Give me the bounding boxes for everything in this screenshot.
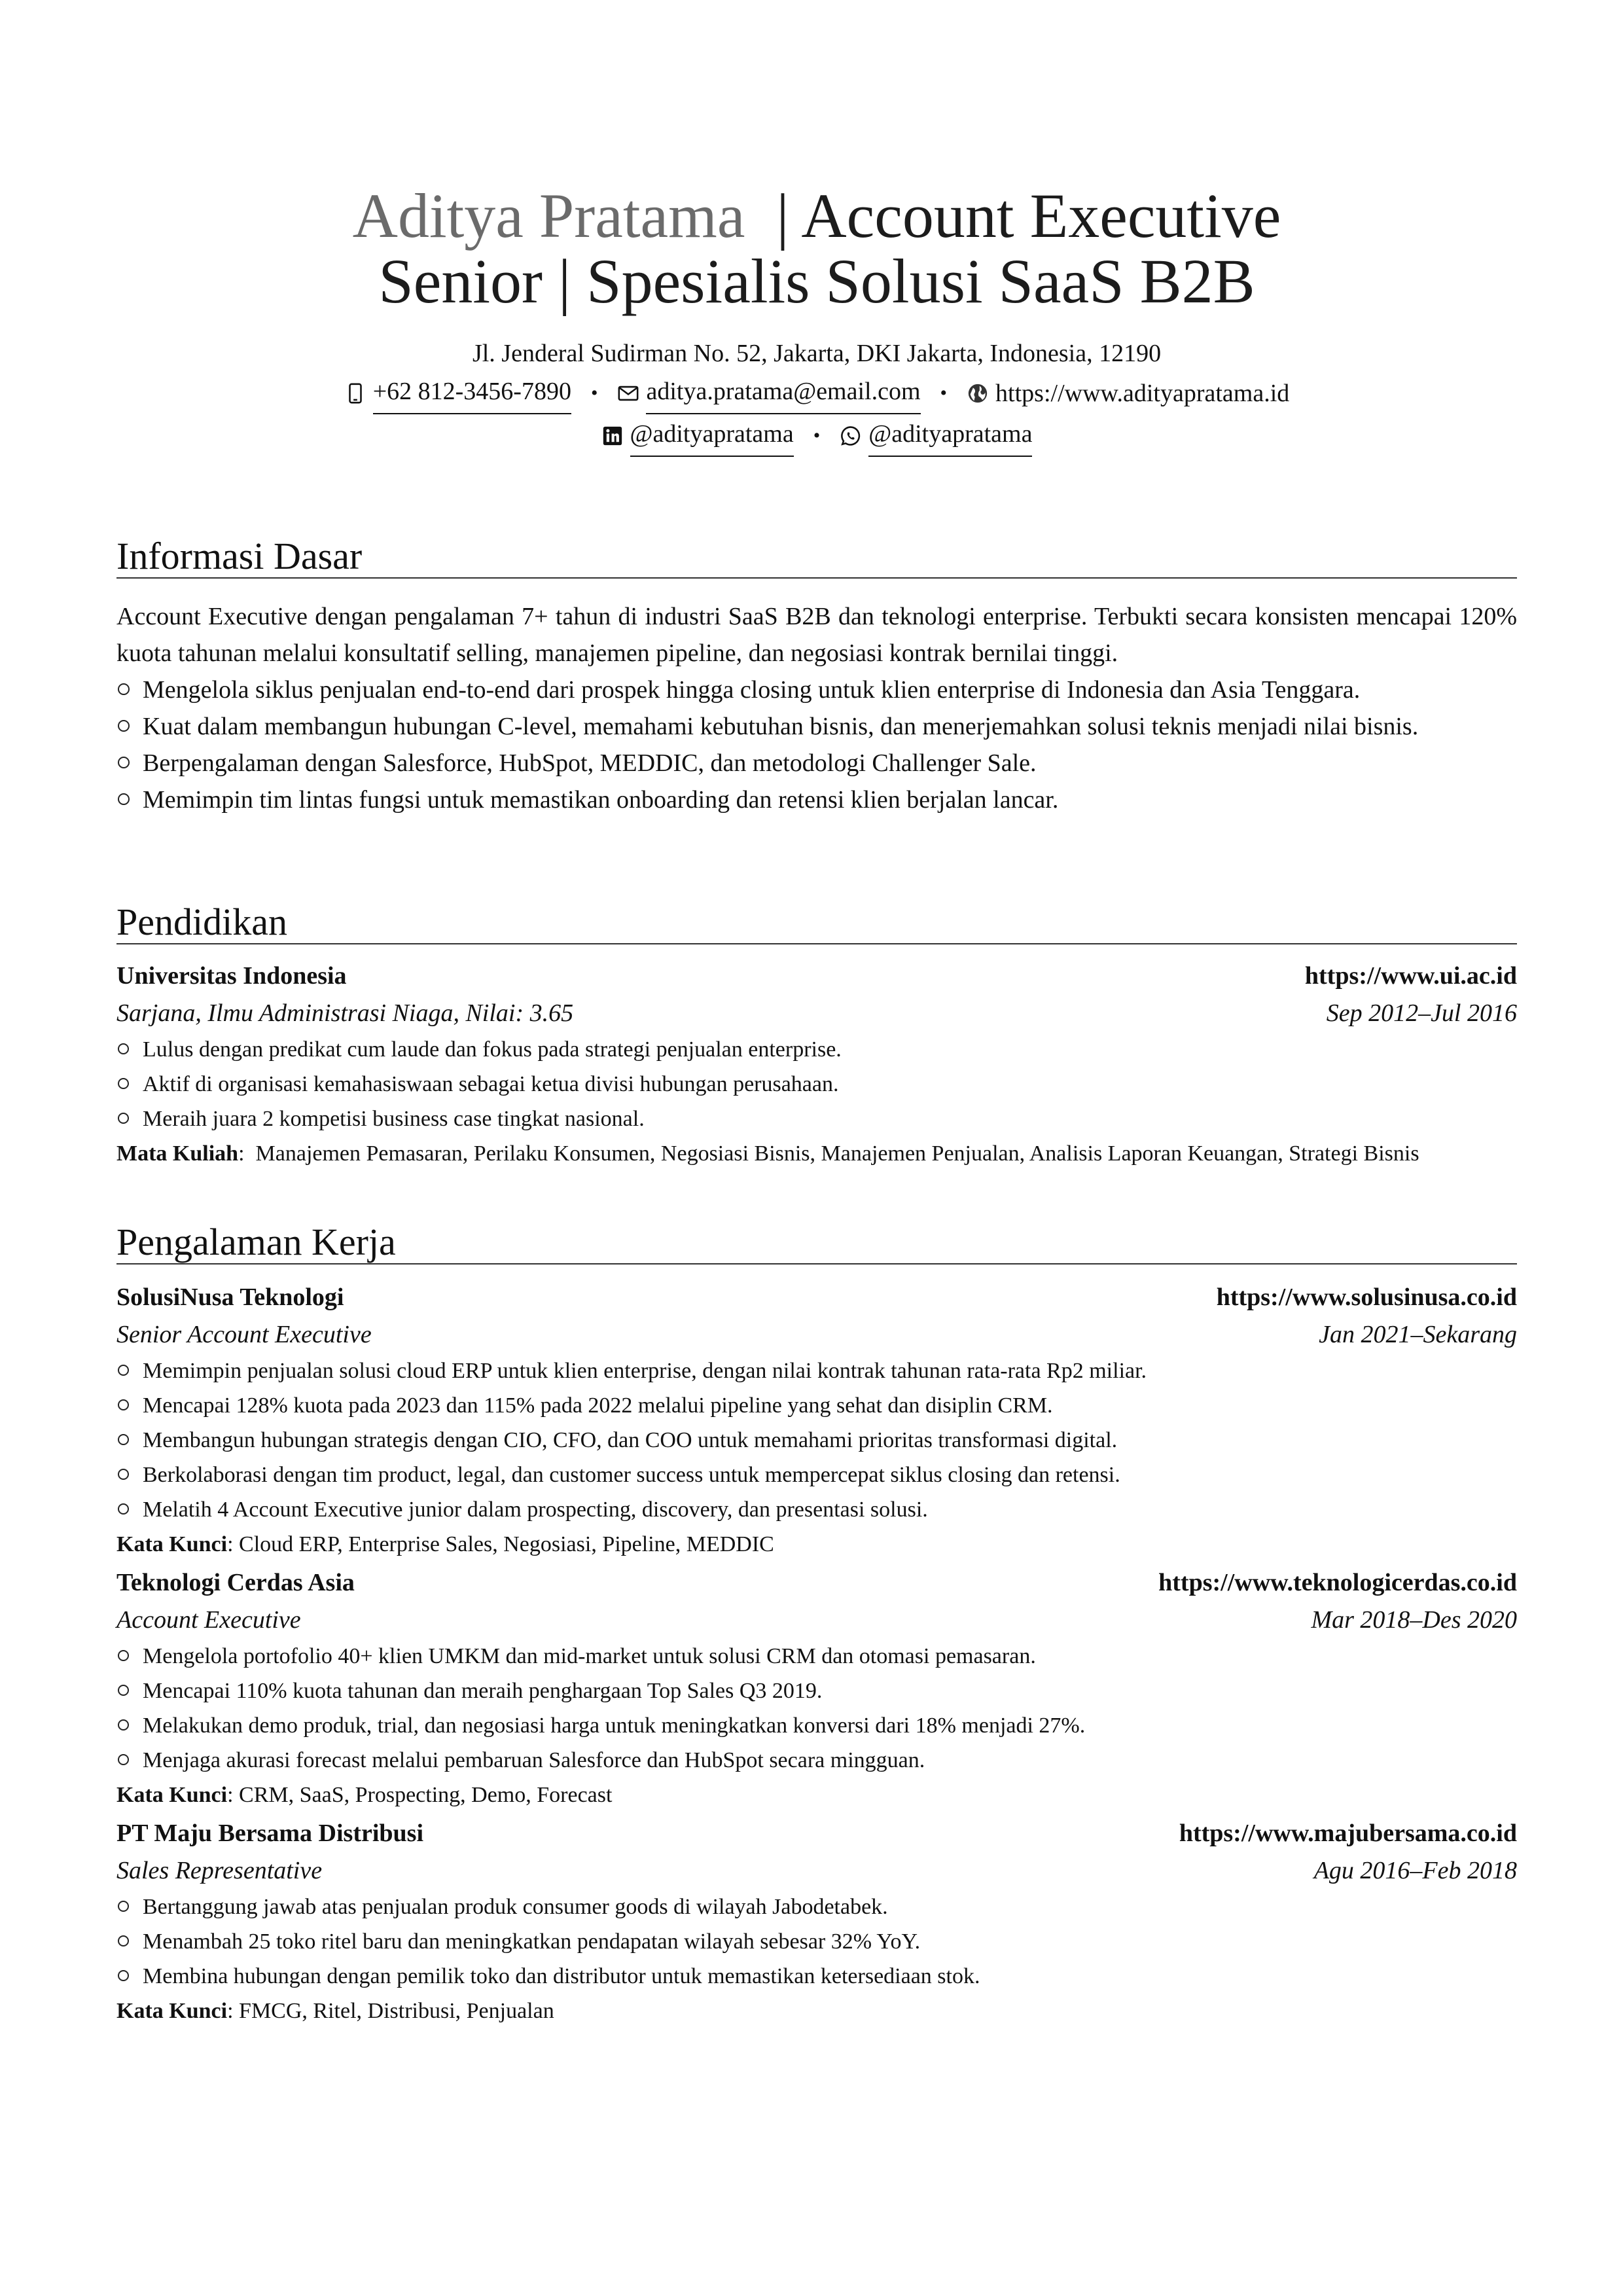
job-title-line2: Senior | Spesialis Solusi SaaS B2B [378,246,1255,316]
job-role: Sales Representative [116,1857,323,1884]
degree: Sarjana, Ilmu Administrasi Niaga, Nilai: 3.65 [116,999,574,1027]
bullet-circle-icon [118,1365,129,1376]
phone-contact[interactable] [344,372,571,414]
summary-bullets [116,672,1517,818]
job-bullets [116,1890,1517,1994]
company-url[interactable]: https://www.teknologicerdas.co.id [1158,1569,1517,1596]
bullet-circle-icon [118,720,130,732]
job-role: Account Executive [116,1606,301,1634]
bullet-circle-icon [118,683,130,695]
job-title-line1: | Account Executive [776,181,1281,251]
education-section [116,901,1517,1171]
resume-header [116,183,1517,457]
list-item: Memimpin tim lintas fungsi untuk memastikan onboarding dan retensi klien berjalan lancar. [116,781,1517,818]
bullet-circle-icon [118,793,130,805]
email-link[interactable]: aditya.pratama@email.com [646,372,920,414]
list-item: Berpengalaman dengan Salesforce, HubSpot, MEDDIC, dan metodologi Challenger Sale. [116,745,1517,781]
list-item: Meraih juara 2 kompetisi business case tingkat nasional. [116,1102,1517,1136]
contact-line-1 [116,372,1517,414]
linkedin-icon [601,425,624,447]
keywords-line: Kata Kunci: CRM, SaaS, Prospecting, Demo, Forecast [116,1783,613,1807]
list-item: Mencapai 128% kuota pada 2023 dan 115% pada 2022 melalui pipeline yang sehat dan disiplin CRM. [116,1388,1517,1423]
job-dates: Mar 2018–Des 2020 [1311,1606,1517,1634]
phone-icon [344,382,366,404]
bullet-circle-icon [118,1901,129,1912]
experience-section [116,1221,1517,2028]
contact-line-2 [116,414,1517,457]
resume-page [116,0,1517,2023]
job-subheader-row [116,1852,1517,1890]
job-role: Senior Account Executive [116,1321,372,1348]
job-dates: Agu 2016–Feb 2018 [1313,1857,1517,1884]
company-url[interactable]: https://www.solusinusa.co.id [1216,1283,1517,1311]
list-item: Memimpin penjualan solusi cloud ERP untuk klien enterprise, dengan nilai kontrak tahunan rata-rata Rp2 miliar. [116,1354,1517,1388]
company-url[interactable]: https://www.majubersama.co.id [1179,1820,1517,1847]
list-item: Membina hubungan dengan pemilik toko dan distributor untuk memastikan ketersediaan stok. [116,1959,1517,1994]
education-dates: Sep 2012–Jul 2016 [1326,999,1517,1027]
job-bullets [116,1354,1517,1527]
list-item: Mengelola portofolio 40+ klien UMKM dan mid-market untuk solusi CRM dan otomasi pemasaran. [116,1639,1517,1674]
whatsapp-link[interactable]: @adityapratama [868,414,1032,457]
job-entry [116,1279,1517,1562]
phone-link[interactable]: +62 812-3456-7890 [373,372,571,414]
bullet-circle-icon [118,1399,129,1410]
keywords-line: Kata Kunci: Cloud ERP, Enterprise Sales, Negosiasi, Pipeline, MEDDIC [116,1532,774,1556]
bullet-circle-icon [118,1935,129,1946]
bullet-circle-icon [118,1754,129,1765]
email-contact[interactable] [617,372,920,414]
envelope-icon [617,382,639,404]
list-item: Berkolaborasi dengan tim product, legal, dan customer success untuk mempercepat siklus closing dan retensi. [116,1458,1517,1492]
keywords-line: Kata Kunci: FMCG, Ritel, Distribusi, Penjualan [116,1999,554,2023]
bullet-circle-icon [118,1650,129,1661]
job-dates: Jan 2021–Sekarang [1319,1321,1517,1348]
school-url[interactable]: https://www.ui.ac.id [1304,962,1517,990]
list-item: Mengelola siklus penjualan end-to-end dari prospek hingga closing untuk klien enterprise di Indonesia dan Asia Tenggara. [116,672,1517,708]
candidate-name: Aditya Pratama [352,181,745,251]
list-item: Kuat dalam membangun hubungan C-level, memahami kebutuhan bisnis, dan menerjemahkan solusi teknis menjadi nilai bisnis. [116,708,1517,745]
list-item: Melatih 4 Account Executive junior dalam prospecting, discovery, dan presentasi solusi. [116,1492,1517,1527]
list-item: Melakukan demo produk, trial, dan negosiasi harga untuk meningkatkan konversi dari 18% menjadi 27%. [116,1708,1517,1743]
keywords-label: Kata Kunci [116,1783,228,1807]
bullet-circle-icon [118,1685,129,1696]
section-title-summary: Informasi Dasar [116,535,1517,579]
address: Jl. Jenderal Sudirman No. 52, Jakarta, DKI Jakarta, Indonesia, 12190 [472,340,1162,367]
whatsapp-contact[interactable] [840,414,1032,457]
keywords-list: CRM, SaaS, Prospecting, Demo, Forecast [239,1783,613,1807]
section-title-education: Pendidikan [116,901,1517,944]
courses-list: Manajemen Pemasaran, Perilaku Konsumen, Negosiasi Bisnis, Manajemen Penjualan, Analisis Laporan Keuangan, Strategi Bisnis [255,1141,1419,1166]
job-header-row [116,1279,1517,1316]
company-name: PT Maju Bersama Distribusi [116,1820,424,1847]
list-item: Lulus dengan predikat cum laude dan fokus pada strategi penjualan enterprise. [116,1032,1517,1067]
bullet-circle-icon [118,1113,129,1124]
summary-paragraph: Account Executive dengan pengalaman 7+ tahun di industri SaaS B2B dan teknologi enterprise. Terbukti secara konsisten mencapai 120% kuota tahunan melalui konsultatif selling, manajemen pipeline, dan negosiasi kontrak bernilai tinggi. [116,603,1517,667]
bullet-circle-icon [118,757,130,768]
linkedin-link[interactable]: @adityapratama [630,414,794,457]
website-link[interactable]: https://www.adityapratama.id [995,379,1290,407]
separator-bullet: • [940,382,948,404]
job-entry [116,1815,1517,2028]
list-item: Membangun hubungan strategis dengan CIO, CFO, dan COO untuk memahami prioritas transformasi digital. [116,1423,1517,1458]
school-name: Universitas Indonesia [116,962,347,990]
bullet-circle-icon [118,1719,129,1731]
keywords-list: FMCG, Ritel, Distribusi, Penjualan [239,1999,554,2023]
keywords-list: Cloud ERP, Enterprise Sales, Negosiasi, Pipeline, MEDDIC [239,1532,774,1556]
bullet-circle-icon [118,1503,129,1515]
list-item: Bertanggung jawab atas penjualan produk consumer goods di wilayah Jabodetabek. [116,1890,1517,1924]
separator-bullet: • [813,424,821,446]
courses-label: Mata Kuliah [116,1141,239,1166]
list-item: Menambah 25 toko ritel baru dan meningkatkan pendapatan wilayah sebesar 32% YoY. [116,1924,1517,1959]
job-subheader-row [116,1601,1517,1639]
education-header-row [116,958,1517,994]
name-title-block [116,183,1517,314]
whatsapp-icon [840,425,862,447]
separator-bullet: • [590,382,598,404]
list-item: Mencapai 110% kuota tahunan dan meraih penghargaan Top Sales Q3 2019. [116,1674,1517,1708]
website-contact[interactable] [967,374,1289,413]
job-header-row [116,1815,1517,1852]
section-title-experience: Pengalaman Kerja [116,1221,1517,1265]
bullet-circle-icon [118,1434,129,1445]
list-item: Aktif di organisasi kemahasiswaan sebagai ketua divisi hubungan perusahaan. [116,1067,1517,1102]
keywords-label: Kata Kunci [116,1999,228,2023]
job-bullets [116,1639,1517,1778]
company-name: SolusiNusa Teknologi [116,1283,344,1311]
linkedin-contact[interactable] [601,414,794,457]
bullet-circle-icon [118,1043,129,1054]
bullet-circle-icon [118,1078,129,1089]
job-subheader-row [116,1316,1517,1354]
keywords-label: Kata Kunci [116,1532,228,1556]
globe-icon [967,382,989,404]
list-item: Menjaga akurasi forecast melalui pembaruan Salesforce dan HubSpot secara mingguan. [116,1743,1517,1778]
job-entry [116,1564,1517,1812]
company-name: Teknologi Cerdas Asia [116,1569,355,1596]
bullet-circle-icon [118,1469,129,1480]
job-header-row [116,1564,1517,1601]
courses-line: Mata Kuliah: Manajemen Pemasaran, Perilaku Konsumen, Negosiasi Bisnis, Manajemen Penjualan, Analisis Laporan Keuangan, Strategi Bisnis [116,1141,1419,1166]
education-subheader-row [116,994,1517,1032]
bullet-circle-icon [118,1970,129,1981]
education-bullets [116,1032,1517,1136]
summary-section [116,535,1517,818]
